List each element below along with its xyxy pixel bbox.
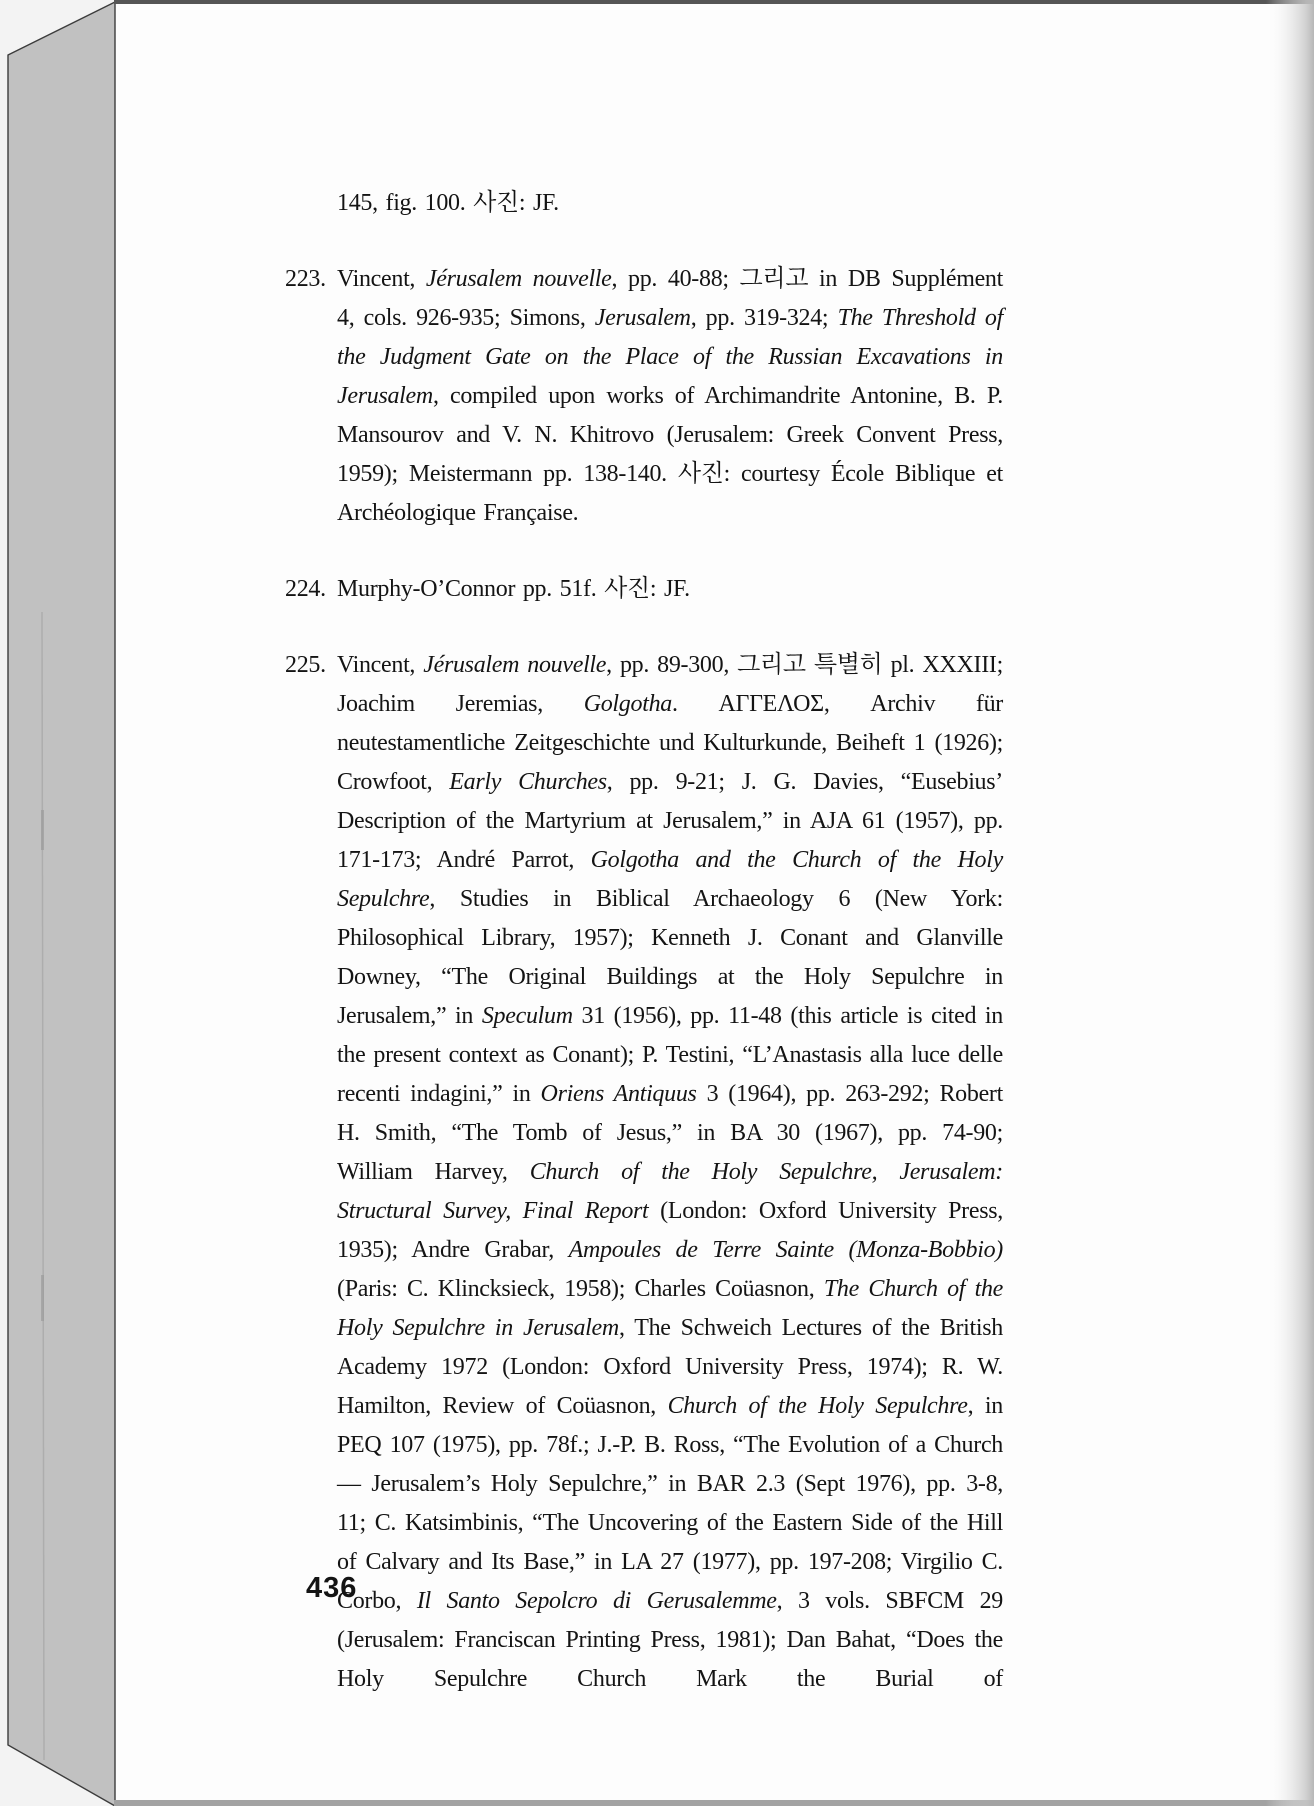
notes-column [285, 184, 1003, 1736]
continuation-line: 145, fig. 100. 사진: JF. [337, 190, 559, 216]
page-bottom-edge [114, 1800, 1314, 1806]
book-spine-edge [8, 2, 115, 1806]
notes-list [285, 260, 1003, 1699]
note [285, 646, 1003, 1699]
note-text: Murphy-O’Connor pp. 51f. 사진: JF. [337, 576, 690, 602]
note [285, 260, 1003, 533]
spine-crease-mark [41, 810, 44, 850]
page-right-shadow [1266, 0, 1314, 1806]
page-number: 436 [306, 1572, 358, 1604]
note [285, 570, 1003, 609]
spine-crease-mark [41, 1275, 44, 1321]
note-number: 225. [285, 652, 326, 678]
note-text: Vincent, Jérusalem nouvelle, pp. 40-88; 그리고 in DB Supplément 4, cols. 926-935; Simons, Jerusalem, pp. 319-324; The Threshold of the Judgment Gate on the Place of the Russian Excavations in Jerusalem, compiled upon works of Archimandrite Antonine, B. P. Mansourov and V. N. Khitrovo (Jerusalem: Greek Convent Press, 1959); Meistermann pp. 138-140. 사진: courtesy École Biblique et Archéologique Française. [337, 266, 1004, 526]
note-number: 223. [285, 266, 326, 292]
note-number: 224. [285, 576, 326, 602]
page-top-edge [114, 0, 1314, 4]
note-text: Vincent, Jérusalem nouvelle, pp. 89-300, 그리고 특별히 pl. XXXIII; Joachim Jeremias, Golgotha. ΑΓΓΕΛΟΣ, Archiv für neutestamentliche Zeitgeschichte und Kulturkunde, Beiheft 1 (1926); Crowfoot, Early Churches, pp. 9-21; J. G. Davies, “Eusebius’ Description of the Martyrium at Jerusalem,” in AJA 61 (1957), pp. 171-173; André Parrot, Golgotha and the Church of the Holy Sepulchre, Studies in Biblical Archaeology 6 (New York: Philosophical Library, 1957); Kenneth J. Conant and Glanville Downey, “The Original Buildings at the Holy Sepulchre in Jerusalem,” in Speculum 31 (1956), pp. 11-48 (this article is cited in the present context as Conant); P. Testini, “L’Anastasis alla luce delle recenti indagini,” in Oriens Antiquus 3 (1964), pp. 263-292; Robert H. Smith, “The Tomb of Jesus,” in BA 30 (1967), pp. 74-90; William Harvey, Church of the Holy Sepulchre, Jerusalem: Structural Survey, Final Report (London: Oxford University Press, 1935); Andre Grabar, Ampoules de Terre Sainte (Monza-Bobbio) (Paris: C. Klincksieck, 1958); Charles Coüasnon, The Church of the Holy Sepulchre in Jerusalem, The Schweich Lectures of the British Academy 1972 (London: Oxford University Press, 1974); R. W. Hamilton, Review of Coüasnon, Church of the Holy Sepulchre, in PEQ 107 (1975), pp. 78f.; J.-P. B. Ross, “The Evolution of a Church — Jerusalem’s Holy Sepulchre,” in BAR 2.3 (Sept 1976), pp. 3-8, 11; C. Katsimbinis, “The Uncovering of the Eastern Side of the Hill of Calvary and Its Base,” in LA 27 (1977), pp. 197-208; Virgilio C. Corbo, Il Santo Sepolcro di Gerusalemme, 3 vols. SBFCM 29 (Jerusalem: Franciscan Printing Press, 1981); Dan Bahat, “Does the Holy Sepulchre Church Mark the Burial of [337, 652, 1004, 1692]
